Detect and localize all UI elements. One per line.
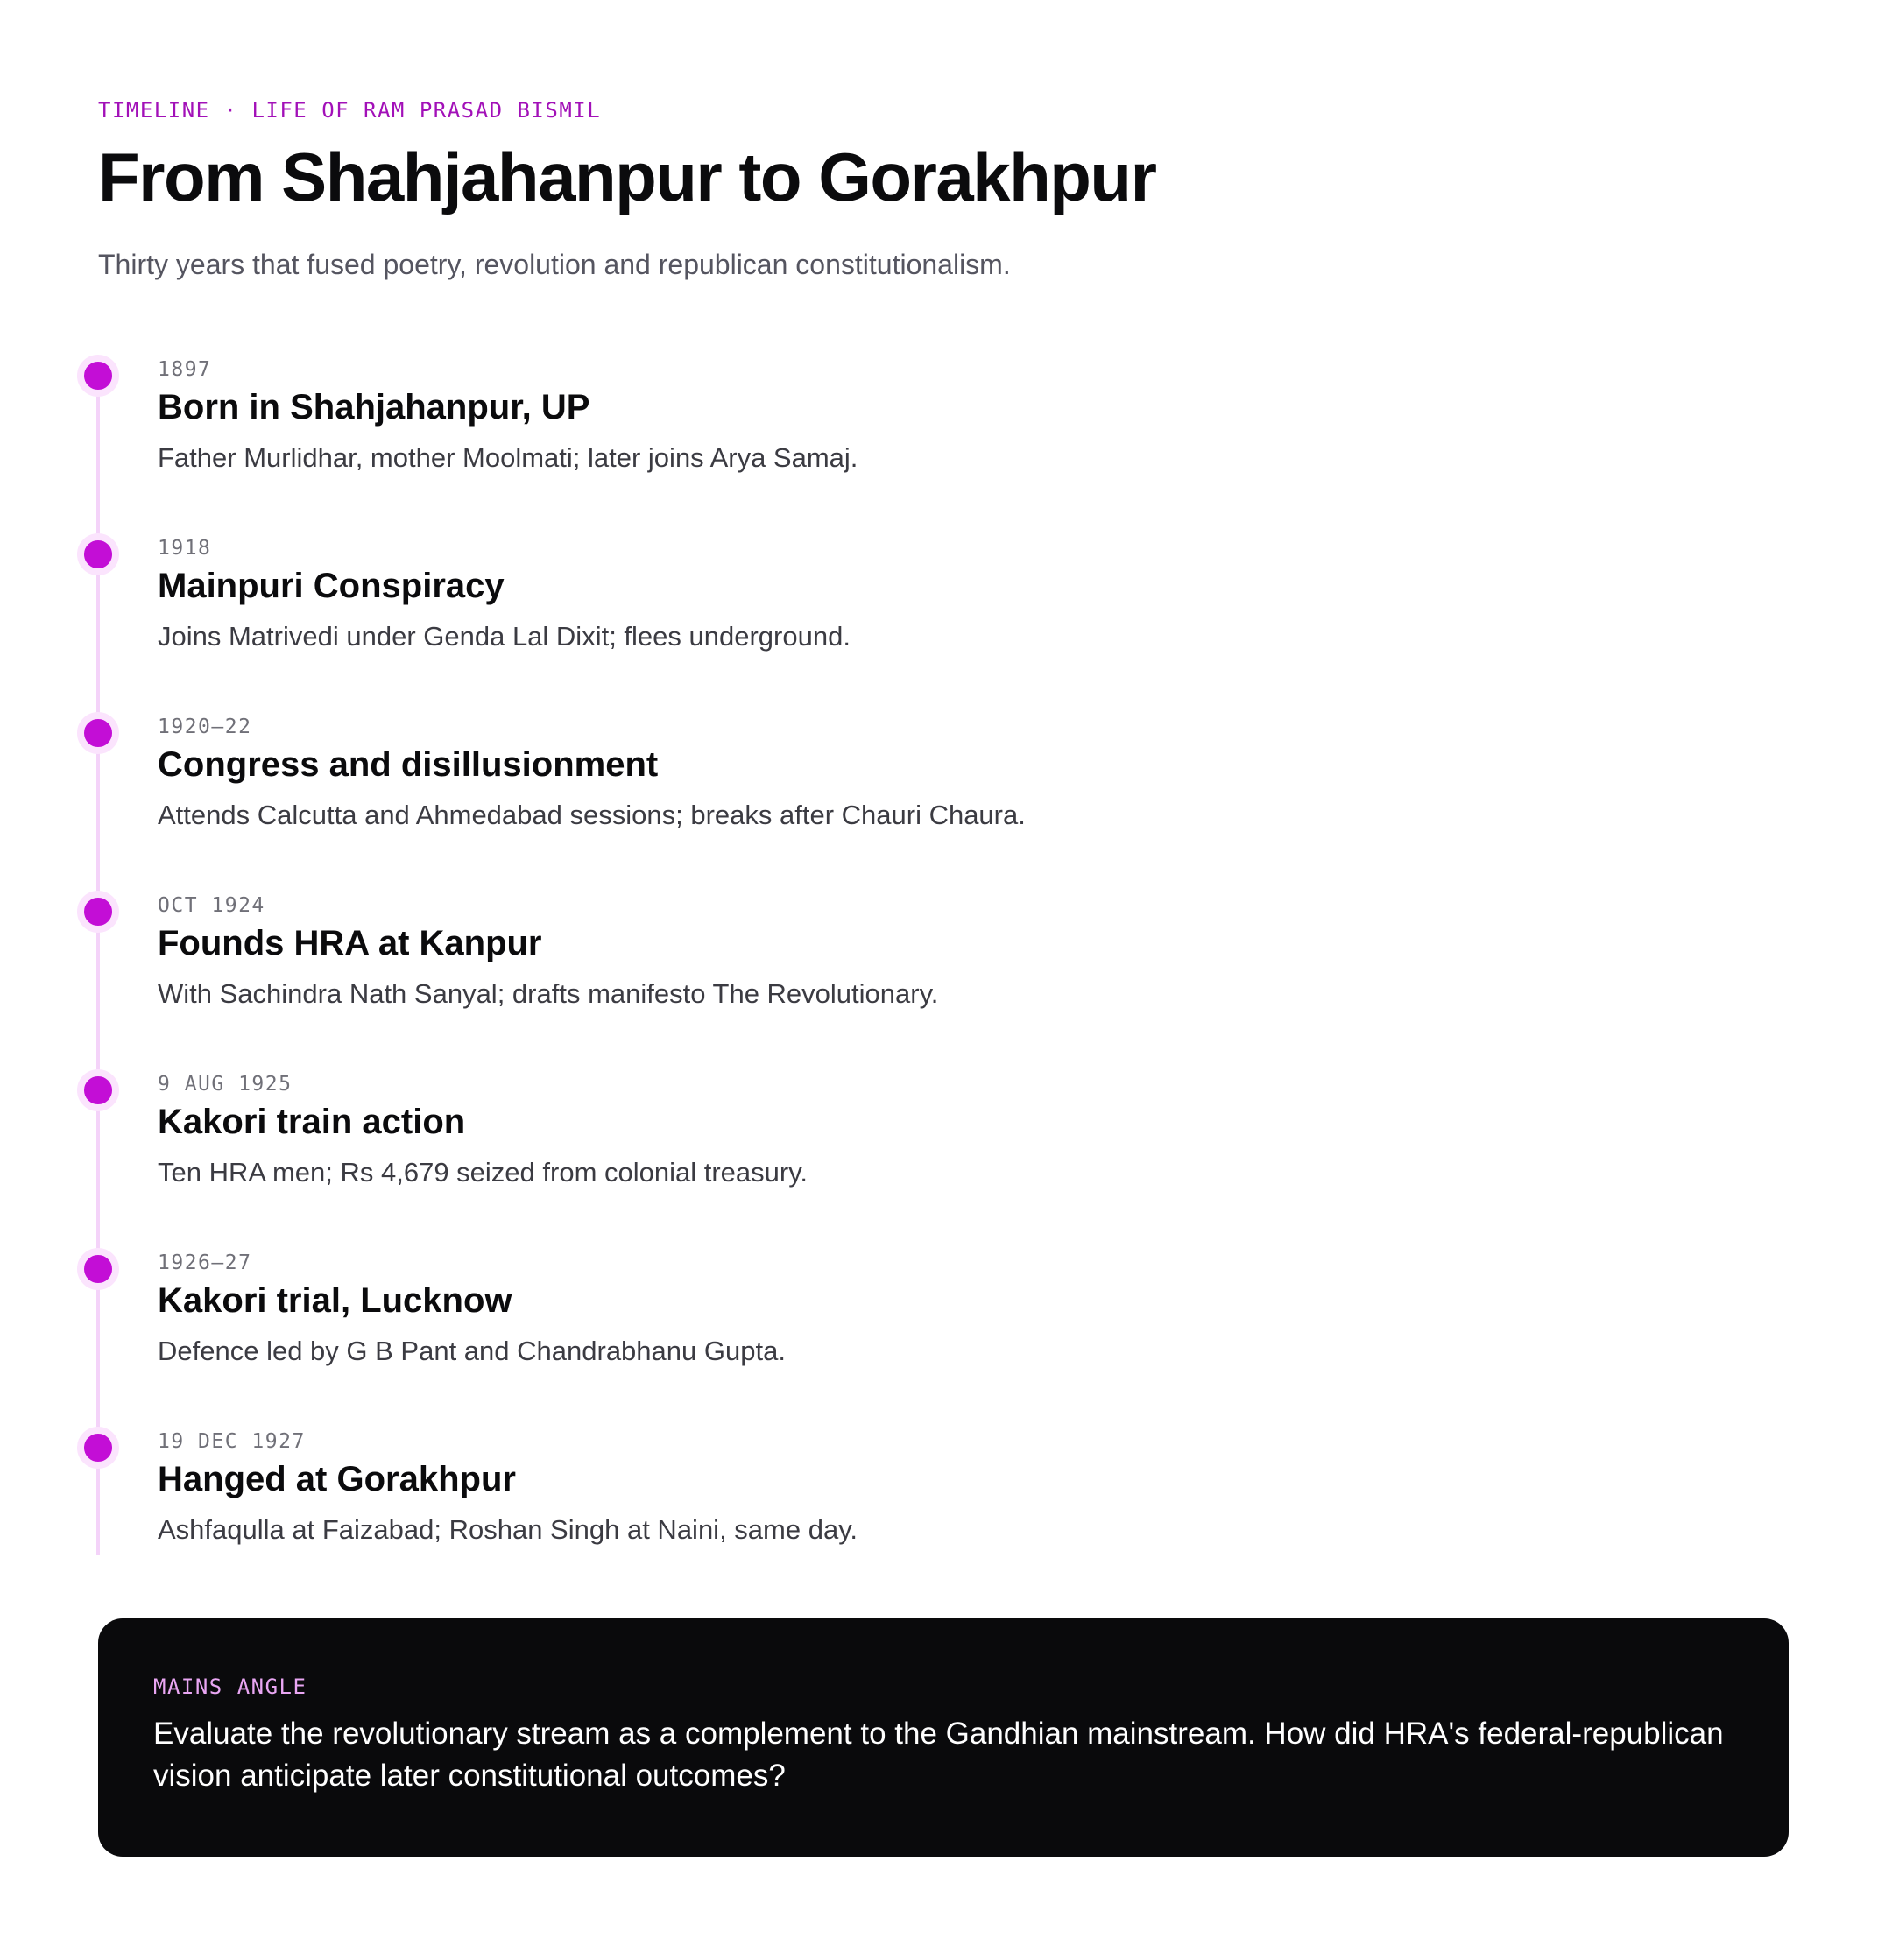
event-title: Kakori trial, Lucknow <box>158 1281 512 1320</box>
event-title: Founds HRA at Kanpur <box>158 924 542 962</box>
event-date: 1918 <box>158 537 212 560</box>
timeline-event <box>98 533 1762 712</box>
event-description: Attends Calcutta and Ahmedabad sessions; breaks after Chauri Chaura. <box>158 800 1026 830</box>
timeline-event <box>98 1427 1762 1605</box>
mains-angle-callout <box>98 1618 1789 1857</box>
event-date: 9 AUG 1925 <box>158 1073 293 1096</box>
timeline-dot-icon <box>77 533 119 575</box>
event-description: Father Murlidhar, mother Moolmati; later joins Arya Samaj. <box>158 442 858 473</box>
timeline-dot-icon <box>77 1427 119 1469</box>
event-title: Congress and disillusionment <box>158 745 659 784</box>
timeline-event <box>98 355 1762 533</box>
event-date: 19 DEC 1927 <box>158 1430 306 1453</box>
timeline <box>98 355 1789 1555</box>
page-subtitle: Thirty years that fused poetry, revolution and republican constitutionalism. <box>98 249 1011 280</box>
event-title: Mainpuri Conspiracy <box>158 567 505 605</box>
page-title: From Shahjahanpur to Gorakhpur <box>98 138 1156 215</box>
event-date: 1920–22 <box>158 716 252 738</box>
event-date: 1926–27 <box>158 1251 252 1274</box>
event-title: Kakori train action <box>158 1103 466 1141</box>
event-description: Ashfaqulla at Faizabad; Roshan Singh at Naini, same day. <box>158 1514 858 1545</box>
timeline-dot-icon <box>77 891 119 933</box>
eyebrow-label: TIMELINE · LIFE OF RAM PRASAD BISMIL <box>98 98 602 123</box>
callout-label: MAINS ANGLE <box>153 1674 307 1699</box>
timeline-dot-icon <box>77 712 119 754</box>
timeline-event <box>98 1248 1762 1427</box>
timeline-dot-icon <box>77 1069 119 1111</box>
timeline-event <box>98 712 1762 891</box>
event-title: Born in Shahjahanpur, UP <box>158 388 590 427</box>
event-date: OCT 1924 <box>158 894 265 917</box>
timeline-event <box>98 1069 1762 1248</box>
event-description: Ten HRA men; Rs 4,679 seized from colonial treasury. <box>158 1157 808 1188</box>
event-description: Joins Matrivedi under Genda Lal Dixit; flees underground. <box>158 621 851 652</box>
callout-text: Evaluate the revolutionary stream as a complement to the Gandhian mainstream. How did HRA's federal-republican vision anticipate later constitutional outcomes? <box>153 1717 1724 1793</box>
event-title: Hanged at Gorakhpur <box>158 1460 516 1498</box>
event-description: With Sachindra Nath Sanyal; drafts manifesto The Revolutionary. <box>158 978 939 1009</box>
timeline-dot-icon <box>77 355 119 397</box>
event-date: 1897 <box>158 358 212 381</box>
event-description: Defence led by G B Pant and Chandrabhanu Gupta. <box>158 1336 786 1366</box>
timeline-dot-icon <box>77 1248 119 1290</box>
timeline-event <box>98 891 1762 1069</box>
